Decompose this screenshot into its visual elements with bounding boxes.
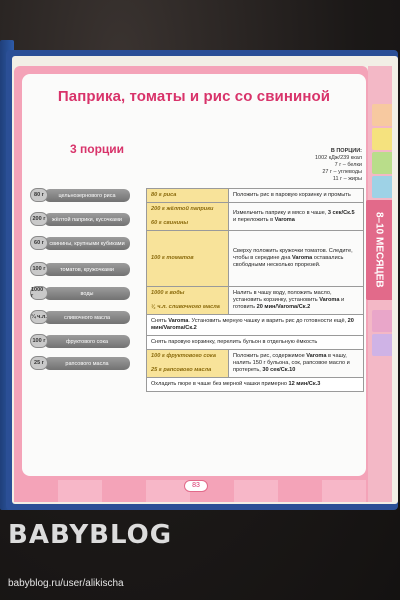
- tab-orange: [372, 104, 392, 126]
- step-row: [147, 203, 364, 231]
- ingredient-name: рапсового масла: [44, 357, 130, 370]
- step-text: [229, 287, 364, 315]
- ingredient-name: воды: [44, 287, 130, 300]
- nutrition-header: В ПОРЦИИ:: [330, 148, 362, 154]
- step-text-part: в чашу, налить 150 г бульона, сок, рапсовое масло и протереть,: [233, 353, 350, 373]
- ingredient-name: фруктового сока: [44, 335, 130, 348]
- steps-table: [146, 188, 364, 392]
- step-text-part: Сверху положить кружочки томатов. Следите, чтобы в середине дна: [233, 248, 353, 261]
- ingredient-item: [30, 310, 130, 324]
- tab-blue: [372, 176, 392, 198]
- step-text: [147, 378, 364, 392]
- step-setting: 20 мин/Varoma/Ск.2: [151, 318, 354, 331]
- step-setting: 12 мин/Ск.3: [288, 381, 321, 387]
- ingredient-amount: 80 г: [30, 188, 48, 202]
- step-text: [229, 350, 364, 378]
- ingredient-name: цельнозернового риса: [44, 189, 130, 202]
- page-number: 83: [184, 480, 208, 492]
- step-amount: [147, 287, 229, 315]
- step-setting: Varoma: [306, 353, 327, 359]
- ingredient-amount: 200 г: [30, 212, 48, 226]
- step-text: Положить рис в паровую корзинку и промыть: [229, 189, 364, 203]
- ingredient-item: [30, 286, 130, 300]
- step-text-part: оставались свободными несколько прорезей.: [233, 255, 344, 268]
- step-setting: 20 мин/Varoma/Ск.2: [256, 304, 311, 310]
- ingredient-item: [30, 188, 130, 202]
- nutrition-protein: 7 г – белки: [334, 162, 362, 168]
- step-setting: 3 сек/Ск.5: [327, 209, 355, 216]
- step-setting: 30 сек/Ск.10: [262, 367, 296, 373]
- step-row: [147, 287, 364, 315]
- step-amount: [147, 203, 229, 231]
- step-text-part: Налить в чашу воду, положить масло, установить корзинку, установить: [233, 290, 332, 303]
- step-amount-line: 60 г свинины: [151, 220, 189, 226]
- nutrition-info: [280, 148, 362, 183]
- step-text-part: Положить рис, содержимое: [233, 353, 307, 359]
- tab-yellow: [372, 128, 392, 150]
- age-tab: 8–10 МЕСЯЦЕВ: [366, 200, 392, 300]
- step-text: [229, 203, 364, 231]
- nutrition-carbs: 27 г – углеводы: [322, 169, 362, 175]
- step-amount-line: 25 г рапсового масла: [151, 367, 212, 373]
- ingredient-name: сливочного масла: [44, 311, 130, 324]
- step-setting: Varoma: [168, 318, 189, 324]
- tab-pink: [372, 310, 392, 332]
- watermark-logo: BABYBLOG: [8, 520, 173, 550]
- step-amount-line: 200 г жёлтой паприки: [151, 206, 214, 212]
- step-setting: Varoma: [274, 216, 295, 223]
- ingredient-item: [30, 356, 130, 370]
- nutrition-energy: 1002 кДж/239 ккал: [314, 155, 362, 161]
- ingredient-item: [30, 212, 130, 226]
- ingredient-amount: 60 г: [30, 236, 48, 250]
- step-setting: Varoma: [292, 255, 313, 261]
- ingredient-amount: 25 г: [30, 356, 48, 370]
- step-text: Снять паровую корзинку, перелить бульон в отдельную ёмкость: [147, 336, 364, 350]
- ingredient-name: свинины, крупными кубиками: [44, 237, 130, 250]
- step-row: [147, 350, 364, 378]
- recipe-title: Паприка, томаты и рис со свининой: [57, 88, 331, 105]
- step-amount: 80 г риса: [147, 189, 229, 203]
- step-amount-line: 100 г фруктового сока: [151, 353, 216, 359]
- ingredient-name: томатов, кружочками: [44, 263, 130, 276]
- step-row: [147, 231, 364, 287]
- portions-label: 3 порции: [70, 142, 125, 156]
- step-text: [147, 315, 364, 336]
- ingredient-item: [30, 262, 130, 276]
- step-amount-line: ¼ ч.л. сливочного масла: [151, 304, 220, 310]
- tab-green: [372, 152, 392, 174]
- ingredient-amount: 1000 г: [30, 286, 48, 300]
- step-text-part: . Установить мерную чашку и варить рис до готовности ещё,: [188, 318, 348, 324]
- step-text-part: и переложить в: [233, 216, 275, 223]
- ingredient-item: [30, 236, 130, 250]
- step-amount: [147, 350, 229, 378]
- step-row: [147, 336, 364, 350]
- step-text-part: Снять: [151, 318, 169, 324]
- step-row: [147, 315, 364, 336]
- step-row: [147, 189, 364, 203]
- ingredient-amount: ¼ ч.л.: [30, 310, 48, 324]
- step-text-part: Охладить пюре в чаше без мерной чашки примерно: [151, 381, 289, 387]
- watermark-url: babyblog.ru/user/alikischa: [8, 578, 124, 589]
- ingredient-item: [30, 334, 130, 348]
- nutrition-fat: 11 г – жиры: [332, 176, 362, 182]
- tab-purple: [372, 334, 392, 356]
- step-amount-line: 1000 г воды: [151, 290, 185, 296]
- step-setting: Varoma: [319, 297, 340, 303]
- step-text-part: и готовить: [233, 297, 345, 310]
- step-text-part: Измельчить паприку и мясо в чаше,: [233, 209, 328, 216]
- ingredient-name: жёлтой паприки, кусочками: [44, 213, 130, 226]
- step-row: [147, 378, 364, 392]
- step-text: [229, 231, 364, 287]
- ingredient-amount: 100 г: [30, 334, 48, 348]
- ingredient-amount: 100 г: [30, 262, 48, 276]
- step-amount: 100 г томатов: [147, 231, 229, 287]
